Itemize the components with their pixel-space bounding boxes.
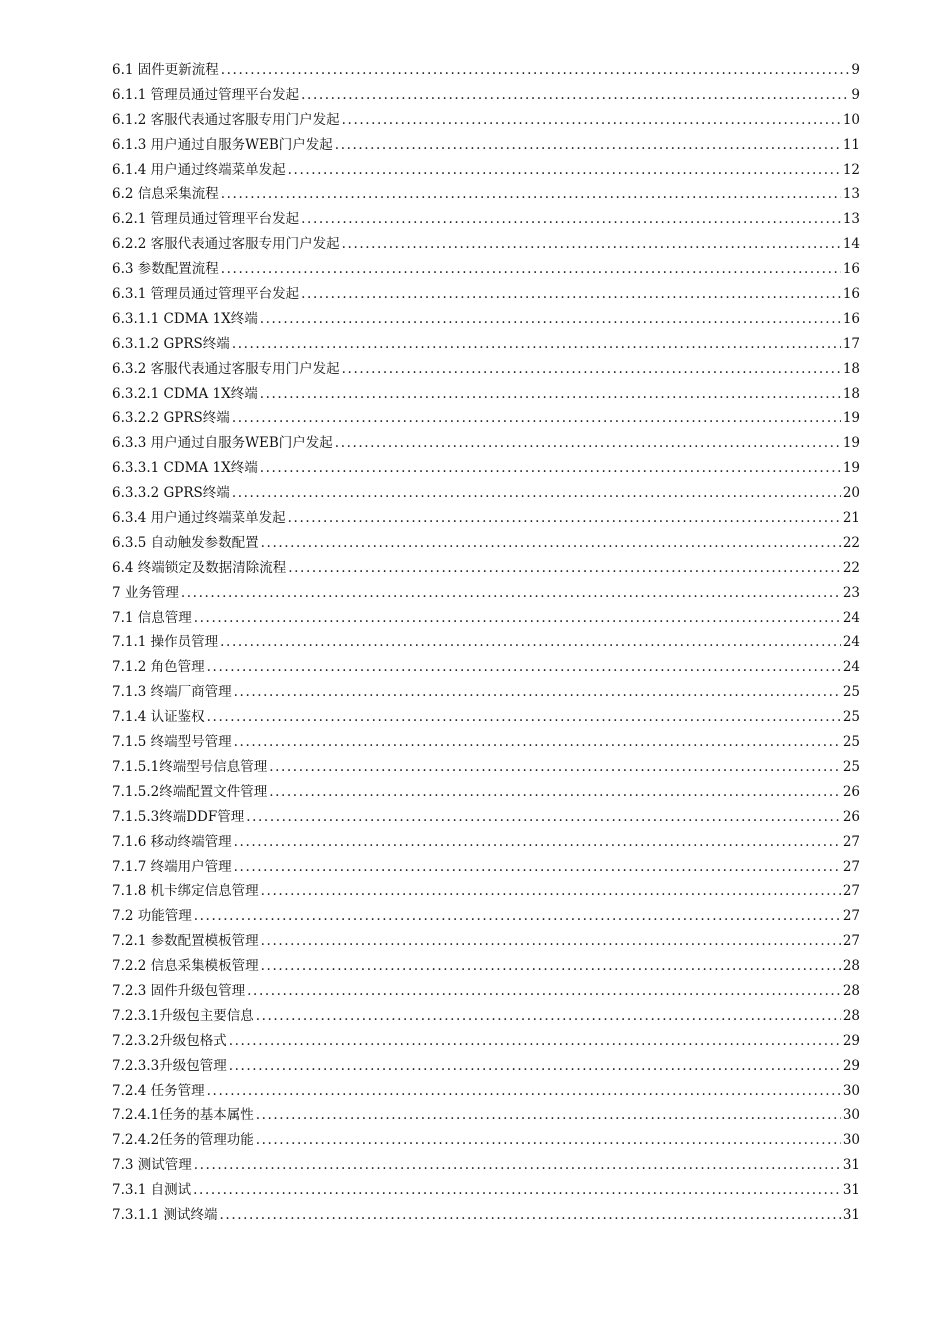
- toc-dot-leader: [256, 1128, 841, 1153]
- toc-entry-title: 6.4 终端锁定及数据清除流程: [112, 559, 287, 576]
- toc-entry-title: 7.1.5.1终端型号信息管理: [112, 758, 268, 775]
- toc-entry-page-number: 27: [842, 833, 860, 850]
- toc-entry-page-number: 20: [842, 485, 860, 502]
- toc-entry-page-number: 27: [842, 858, 860, 875]
- toc-entry-title: 6.2.1 管理员通过管理平台发起: [112, 211, 300, 228]
- toc-dot-leader: [256, 1103, 841, 1128]
- toc-entry-page-number: 11: [842, 136, 860, 153]
- toc-dot-leader: [229, 1029, 841, 1054]
- toc-entry[interactable]: [112, 929, 860, 954]
- toc-dot-leader: [193, 1178, 841, 1203]
- toc-dot-leader: [194, 1153, 841, 1178]
- toc-dot-leader: [234, 730, 841, 755]
- toc-dot-leader: [288, 506, 841, 531]
- toc-entry-page-number: 19: [842, 435, 860, 452]
- toc-entry-page-number: 30: [842, 1107, 860, 1124]
- toc-entry-title: 7.1.5 终端型号管理: [112, 734, 232, 751]
- toc-entry[interactable]: [112, 456, 860, 481]
- toc-entry[interactable]: [112, 954, 860, 979]
- toc-entry[interactable]: [112, 680, 860, 705]
- toc-entry-title: 6.1.2 客服代表通过客服专用门户发起: [112, 111, 340, 128]
- toc-entry[interactable]: [112, 556, 860, 581]
- toc-entry-page-number: 13: [842, 186, 860, 203]
- toc-entry[interactable]: [112, 830, 860, 855]
- toc-entry-title: 7.2.3 固件升级包管理: [112, 982, 246, 999]
- toc-entry[interactable]: [112, 705, 860, 730]
- toc-entry-title: 6.2 信息采集流程: [112, 186, 219, 203]
- toc-entry[interactable]: [112, 1128, 860, 1153]
- toc-entry[interactable]: [112, 382, 860, 407]
- toc-dot-leader: [261, 929, 841, 954]
- toc-entry-title: 6.3.2.2 GPRS终端: [112, 410, 230, 427]
- toc-entry[interactable]: [112, 232, 860, 257]
- toc-entry-page-number: 24: [842, 609, 860, 626]
- toc-entry-title: 6.3.1.1 CDMA 1X终端: [112, 310, 258, 327]
- toc-entry[interactable]: [112, 1103, 860, 1128]
- toc-entry-page-number: 22: [842, 559, 860, 576]
- toc-entry-page-number: 26: [842, 783, 860, 800]
- toc-entry[interactable]: [112, 1153, 860, 1178]
- toc-entry-page-number: 19: [842, 460, 860, 477]
- toc-dot-leader: [207, 655, 841, 680]
- toc-entry-page-number: 16: [842, 261, 860, 278]
- toc-dot-leader: [335, 133, 841, 158]
- toc-entry-title: 6.3.1.2 GPRS终端: [112, 335, 230, 352]
- toc-entry-title: 7.2 功能管理: [112, 908, 192, 925]
- toc-entry-page-number: 24: [842, 659, 860, 676]
- toc-entry[interactable]: [112, 780, 860, 805]
- toc-entry[interactable]: [112, 1029, 860, 1054]
- toc-entry[interactable]: [112, 755, 860, 780]
- toc-dot-leader: [194, 606, 841, 631]
- toc-dot-leader: [247, 979, 841, 1004]
- toc-entry-title: 7.2.3.2升级包格式: [112, 1032, 227, 1049]
- toc-dot-leader: [234, 855, 841, 880]
- toc-entry-title: 6.3.3.2 GPRS终端: [112, 485, 230, 502]
- toc-entry-title: 7.2.4.1任务的基本属性: [112, 1107, 254, 1124]
- toc-entry[interactable]: [112, 655, 860, 680]
- toc-dot-leader: [301, 83, 849, 108]
- toc-dot-leader: [256, 1004, 841, 1029]
- toc-entry-title: 7.2.3.3升级包管理: [112, 1057, 227, 1074]
- toc-entry-title: 6.3.2.1 CDMA 1X终端: [112, 385, 258, 402]
- toc-dot-leader: [232, 332, 841, 357]
- toc-entry[interactable]: [112, 406, 860, 431]
- toc-entry[interactable]: [112, 730, 860, 755]
- toc-entry-title: 6.3.4 用户通过终端菜单发起: [112, 510, 286, 527]
- toc-entry[interactable]: [112, 282, 860, 307]
- toc-entry-page-number: 12: [842, 161, 860, 178]
- toc-entry-page-number: 10: [842, 111, 860, 128]
- toc-entry[interactable]: [112, 855, 860, 880]
- toc-entry[interactable]: [112, 1054, 860, 1079]
- toc-dot-leader: [301, 282, 841, 307]
- toc-entry-page-number: 16: [842, 286, 860, 303]
- toc-entry-title: 7.1.3 终端厂商管理: [112, 684, 232, 701]
- toc-entry-title: 7.3.1 自测试: [112, 1182, 192, 1199]
- toc-entry-title: 6.1.1 管理员通过管理平台发起: [112, 86, 300, 103]
- toc-entry-page-number: 9: [851, 86, 860, 103]
- toc-entry-title: 7 业务管理: [112, 584, 179, 601]
- toc-entry[interactable]: [112, 257, 860, 282]
- toc-dot-leader: [269, 780, 841, 805]
- toc-entry-page-number: 30: [842, 1082, 860, 1099]
- toc-entry[interactable]: [112, 182, 860, 207]
- toc-entry[interactable]: [112, 207, 860, 232]
- toc-dot-leader: [288, 556, 841, 581]
- toc-entry-page-number: 21: [842, 510, 860, 527]
- toc-entry[interactable]: [112, 1178, 860, 1203]
- toc-entry-title: 6.3.3 用户通过自服务WEB门户发起: [112, 435, 333, 452]
- toc-dot-leader: [220, 1203, 841, 1228]
- toc-entry-page-number: 16: [842, 310, 860, 327]
- toc-dot-leader: [221, 58, 850, 83]
- toc-dot-leader: [221, 182, 841, 207]
- toc-entry-title: 6.3.1 管理员通过管理平台发起: [112, 286, 300, 303]
- toc-dot-leader: [207, 705, 841, 730]
- toc-entry-title: 6.1.3 用户通过自服务WEB门户发起: [112, 136, 333, 153]
- toc-dot-leader: [269, 755, 841, 780]
- toc-entry-title: 7.1.7 终端用户管理: [112, 858, 232, 875]
- toc-entry-title: 7.2.4.2任务的管理功能: [112, 1132, 254, 1149]
- toc-entry-title: 7.3.1.1 测试终端: [112, 1206, 218, 1223]
- toc-dot-leader: [221, 257, 841, 282]
- toc-dot-leader: [232, 406, 841, 431]
- toc-entry-page-number: 31: [842, 1206, 860, 1223]
- toc-dot-leader: [335, 431, 841, 456]
- toc-entry-title: 7.1.1 操作员管理: [112, 634, 219, 651]
- toc-dot-leader: [261, 879, 841, 904]
- toc-entry-title: 6.3.5 自动触发参数配置: [112, 534, 259, 551]
- toc-entry-title: 6.2.2 客服代表通过客服专用门户发起: [112, 236, 340, 253]
- toc-dot-leader: [181, 581, 841, 606]
- toc-entry[interactable]: [112, 108, 860, 133]
- table-of-contents: [112, 58, 860, 1228]
- toc-dot-leader: [261, 531, 841, 556]
- toc-dot-leader: [234, 830, 841, 855]
- toc-entry-page-number: 29: [842, 1057, 860, 1074]
- toc-entry[interactable]: [112, 630, 860, 655]
- toc-entry-page-number: 28: [842, 1007, 860, 1024]
- toc-entry-title: 6.1 固件更新流程: [112, 62, 219, 78]
- toc-entry-title: 7.2.3.1升级包主要信息: [112, 1007, 254, 1024]
- toc-entry-page-number: 31: [842, 1157, 860, 1174]
- toc-entry-title: 7.1.5.3终端DDF管理: [112, 808, 245, 825]
- toc-entry-page-number: 25: [842, 758, 860, 775]
- toc-entry-title: 7.2.2 信息采集模板管理: [112, 958, 259, 975]
- toc-entry-title: 6.3 参数配置流程: [112, 261, 219, 278]
- toc-entry[interactable]: [112, 506, 860, 531]
- toc-entry[interactable]: [112, 332, 860, 357]
- toc-dot-leader: [342, 232, 841, 257]
- toc-dot-leader: [207, 1079, 841, 1104]
- toc-entry-title: 7.1.4 认证鉴权: [112, 709, 205, 726]
- toc-entry-page-number: 22: [842, 534, 860, 551]
- toc-entry[interactable]: [112, 357, 860, 382]
- toc-entry[interactable]: [112, 979, 860, 1004]
- toc-dot-leader: [246, 805, 841, 830]
- toc-dot-leader: [260, 307, 841, 332]
- toc-entry-page-number: 13: [842, 211, 860, 228]
- toc-entry-page-number: 27: [842, 883, 860, 900]
- toc-entry[interactable]: [112, 83, 860, 108]
- toc-entry[interactable]: [112, 307, 860, 332]
- toc-dot-leader: [232, 481, 841, 506]
- toc-entry[interactable]: [112, 1203, 860, 1228]
- toc-entry[interactable]: [112, 431, 860, 456]
- toc-entry-page-number: 9: [851, 62, 860, 78]
- toc-entry[interactable]: [112, 581, 860, 606]
- toc-entry-page-number: 25: [842, 684, 860, 701]
- toc-entry[interactable]: [112, 58, 860, 83]
- toc-entry[interactable]: [112, 1004, 860, 1029]
- toc-entry[interactable]: [112, 904, 860, 929]
- toc-entry[interactable]: [112, 805, 860, 830]
- toc-entry[interactable]: [112, 133, 860, 158]
- toc-dot-leader: [220, 630, 841, 655]
- toc-entry-title: 7.1.5.2终端配置文件管理: [112, 783, 268, 800]
- toc-entry-title: 7.2.4 任务管理: [112, 1082, 205, 1099]
- toc-entry[interactable]: [112, 879, 860, 904]
- toc-dot-leader: [301, 207, 841, 232]
- toc-entry-title: 6.3.2 客服代表通过客服专用门户发起: [112, 360, 340, 377]
- toc-entry-title: 7.3 测试管理: [112, 1157, 192, 1174]
- toc-entry[interactable]: [112, 531, 860, 556]
- toc-entry-page-number: 23: [842, 584, 860, 601]
- toc-dot-leader: [288, 158, 841, 183]
- toc-entry-page-number: 28: [842, 982, 860, 999]
- toc-entry-page-number: 18: [842, 385, 860, 402]
- toc-entry-title: 7.1.6 移动终端管理: [112, 833, 232, 850]
- toc-entry-title: 7.1.8 机卡绑定信息管理: [112, 883, 259, 900]
- toc-dot-leader: [342, 357, 841, 382]
- toc-entry-title: 6.3.3.1 CDMA 1X终端: [112, 460, 258, 477]
- toc-entry-page-number: 27: [842, 908, 860, 925]
- toc-entry-title: 6.1.4 用户通过终端菜单发起: [112, 161, 286, 178]
- toc-entry-page-number: 25: [842, 734, 860, 751]
- toc-dot-leader: [342, 108, 841, 133]
- toc-entry[interactable]: [112, 1079, 860, 1104]
- toc-entry[interactable]: [112, 158, 860, 183]
- toc-entry[interactable]: [112, 481, 860, 506]
- toc-entry-page-number: 24: [842, 634, 860, 651]
- toc-entry-page-number: 17: [842, 335, 860, 352]
- toc-entry-title: 7.1 信息管理: [112, 609, 192, 626]
- toc-entry-page-number: 27: [842, 933, 860, 950]
- toc-dot-leader: [234, 680, 841, 705]
- toc-dot-leader: [260, 382, 841, 407]
- toc-entry-page-number: 14: [842, 236, 860, 253]
- toc-entry-page-number: 28: [842, 958, 860, 975]
- toc-dot-leader: [261, 954, 841, 979]
- toc-entry-title: 7.2.1 参数配置模板管理: [112, 933, 259, 950]
- toc-entry-page-number: 30: [842, 1132, 860, 1149]
- toc-entry-page-number: 19: [842, 410, 860, 427]
- toc-entry-page-number: 31: [842, 1182, 860, 1199]
- toc-entry-page-number: 26: [842, 808, 860, 825]
- toc-entry-page-number: 29: [842, 1032, 860, 1049]
- toc-dot-leader: [260, 456, 841, 481]
- toc-dot-leader: [229, 1054, 841, 1079]
- toc-entry-title: 7.1.2 角色管理: [112, 659, 205, 676]
- toc-entry-page-number: 18: [842, 360, 860, 377]
- toc-entry-page-number: 25: [842, 709, 860, 726]
- toc-dot-leader: [194, 904, 841, 929]
- toc-entry[interactable]: [112, 606, 860, 631]
